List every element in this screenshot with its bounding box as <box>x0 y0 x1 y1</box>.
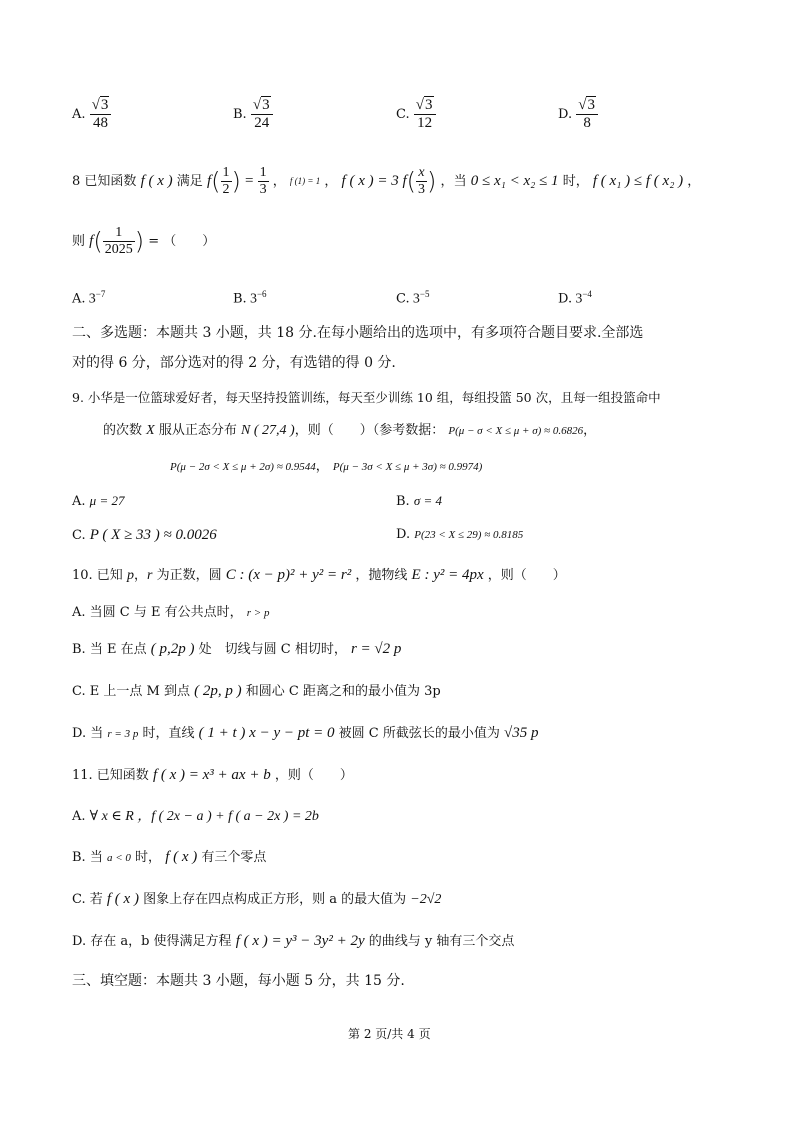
reference-data-1: P(μ − σ < X ≤ μ + σ) ≈ 0.6826 <box>448 425 584 437</box>
fraction: $\frac{√3}{24}$ <box>251 98 273 131</box>
q8-option-d: D. $3^{-4}$ <box>558 289 592 307</box>
question-number: 8 <box>72 174 81 189</box>
fraction: $\frac{√3}{48}$ <box>90 98 112 131</box>
section-2-header-line2: 对的得 6 分，部分选对的得 2 分，有选错的得 0 分. <box>72 355 396 371</box>
fraction: $\frac{√3}{8}$ <box>576 98 598 131</box>
section-3-header: 三、填空题：本题共 3 小题，每小题 5 分，共 15 分. <box>72 973 405 989</box>
q9-stem-line1: 9. 小华是一位篮球爱好者，每天坚持投篮训练，每天至少训练 10 组，每组投篮 50 次，且每一组投篮命中 <box>72 390 661 405</box>
q11-option-c: C. 若 f ( x ) 图象上存在四点构成正方形，则 a 的最大值为 −2√2 <box>72 891 442 907</box>
q10-option-c: C. E 上一点 M 到点 ( 2p, p ) 和圆心 C 距离之和的最小值为 3p <box>72 683 441 699</box>
q8-stem: 8 已知函数 f ( x ) 满足 f( $\frac{1}{2}$ ) = $\frac{1}{3}$ ， f (1) = 1 ， f ( x ) = 3 f( $\frac{x}{3}$ ) ，当 0 ≤ x₁ < x₂ ≤ 1 时， f ( x₁ ) ≤ f ( x₂ ) ， <box>72 165 701 197</box>
f1-value: f (1) = 1 <box>289 176 321 186</box>
q9-option-c: C. P ( X ≥ 33 ) ≈ 0.0026 <box>72 527 217 543</box>
q8-option-b: B. $3^{-6}$ <box>233 289 267 307</box>
q10-option-d: D. 当 r = 3 p 时，直线 ( 1 + t ) x − y − pt = 0 被圆 C 所截弦长的最小值为 √35 p <box>72 725 539 741</box>
q9-stem-line2: 的次数 X 服从正态分布 N ( 27,4 )，则（ ）（参考数据： P(μ − σ < X ≤ μ + σ) ≈ 0.6826， <box>103 423 597 438</box>
option-label: C. <box>396 107 410 122</box>
q9-option-b: B. σ = 4 <box>396 493 443 509</box>
circle-equation: C : (x − p)² + y² = r² <box>225 567 352 583</box>
function-definition: f ( x ) = x³ + ax + b <box>152 767 271 783</box>
q9-option-d: D. P(23 < X ≤ 29) ≈ 0.8185 <box>396 527 524 542</box>
parabola-equation: E : y² = 4px <box>411 567 484 583</box>
q8-ask: 则 f( $\frac{1}{2025}$ ) = （ ） <box>72 225 216 257</box>
section-2-header-line1: 二、多选题：本题共 3 小题，共 18 分.在每小题给出的选项中，有多项符合题目要求.全部选 <box>72 325 644 341</box>
answer-blank: = （ ） <box>148 234 216 249</box>
q7-option-c <box>396 98 436 131</box>
q7-option-d <box>558 98 598 131</box>
option-label: A. <box>72 107 86 122</box>
q9-stem-line3: P(μ − 2σ < X ≤ μ + 2σ) ≈ 0.9544， P(μ − 3σ < X ≤ μ + 3σ) ≈ 0.9974) <box>170 459 483 474</box>
fraction: $\frac{√3}{12}$ <box>414 98 436 131</box>
q11-stem: 11. 已知函数 f ( x ) = x³ + ax + b ，则（ ） <box>72 767 353 783</box>
reference-data-3: P(μ − 3σ < X ≤ μ + 3σ) ≈ 0.9974) <box>332 461 483 473</box>
distribution: N ( 27,4 ) <box>241 423 295 438</box>
q7-option-b <box>233 98 273 131</box>
q10-option-a: A. 当圆 C 与 E 有公共点时， r > p <box>72 605 270 620</box>
page-footer: 第 2 页/共 4 页 <box>348 1027 431 1041</box>
q11-option-d: D. 存在 a，b 使得满足方程 f ( x ) = y³ − 3y² + 2y 的曲线与 y 轴有三个交点 <box>72 933 515 949</box>
q8-option-a: A. $3^{-7}$ <box>72 289 106 307</box>
q9-option-a: A. μ = 27 <box>72 493 125 509</box>
q11-option-a: A. ∀ x ∈ R ，f ( 2x − a ) + f ( a − 2x ) = 2b <box>72 809 319 824</box>
q10-option-b: B. 当 E 在点 ( p,2p ) 处 切线与圆 C 相切时， r = √2 p <box>72 641 402 657</box>
reference-data-2: P(μ − 2σ < X ≤ μ + 2σ) ≈ 0.9544 <box>170 461 316 473</box>
q10-stem: 10. 已知 p，r 为正数，圆 C : (x − p)² + y² = r² ，抛物线 E : y² = 4px ，则（ ） <box>72 567 566 583</box>
q11-option-b: B. 当 a < 0 时， f ( x ) 有三个零点 <box>72 849 267 865</box>
q7-option-a <box>72 98 111 131</box>
q8-option-c: C. $3^{-5}$ <box>396 289 430 307</box>
option-label: B. <box>233 107 247 122</box>
option-label: D. <box>558 107 573 122</box>
